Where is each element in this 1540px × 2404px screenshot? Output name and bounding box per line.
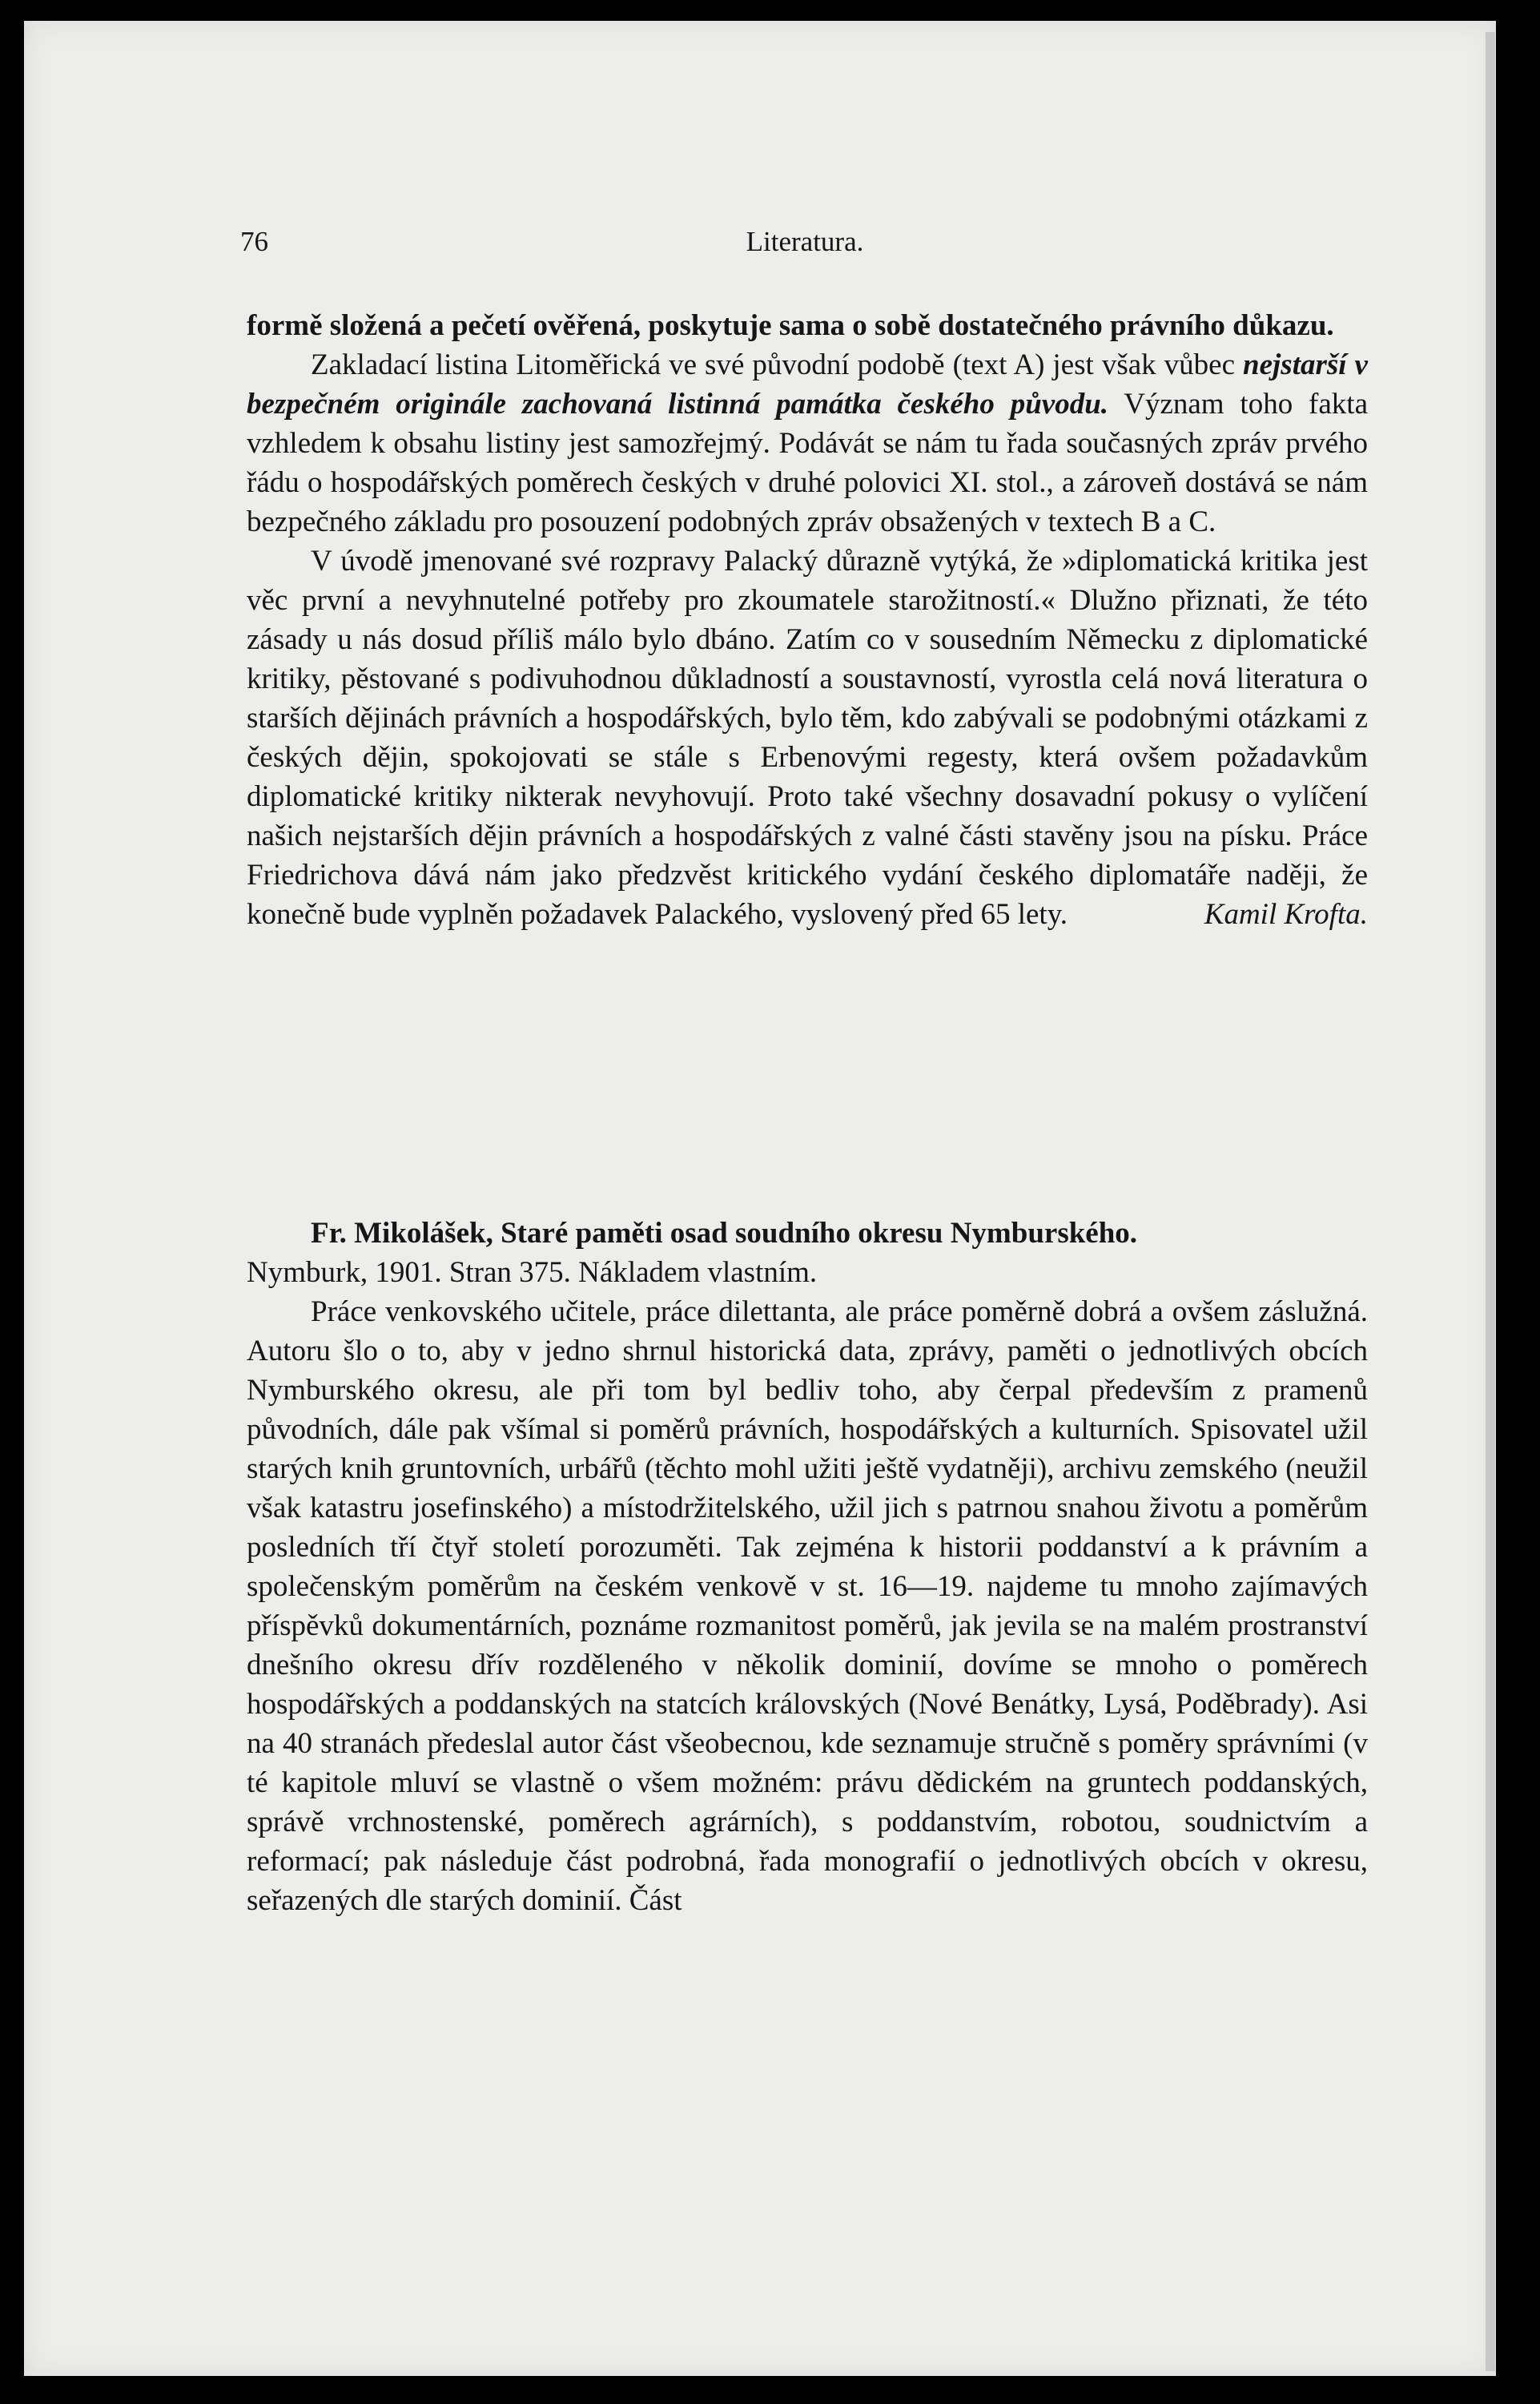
- review-mikolasek: [247, 1214, 1368, 1920]
- review-body: Práce venkovského učitele, práce dilettanta, ale práce poměrně dobrá a ovšem záslužná. Autoru šlo o to, aby v jedno shrnul historická data, zprávy, paměti o jednotlivých obcích Nymburského okresu, ale při tom byl bedliv toho, aby čerpal především z pramenů původních, dále pak všímal si poměrů právních, hospodářských a kulturních. Spisovatel užil starých knih gruntovních, urbářů (těchto mohl užiti ještě vydatněji), archivu zemského (neužil však katastru josefinského) a místodržitelského, užil jich s patrnou snahou životu a poměrům posledních tří čtyř století porozuměti. Tak zejména k historii poddanství a k právním a společenským poměrům na českém venkově v st. 16—19. najdeme tu mnoho zajímavých příspěvků dokumentárních, poznáme rozmanitost poměrů, jak jevila se na malém prostranství dnešního okresu dřív rozděleného v několik dominií, dovíme se mnoho o poměrech hospodářských a poddanských na statcích královských (Nové Benátky, Lysá, Poděbrady). Asi na 40 stranách předeslal autor část všeobecnou, kde seznamuje stručně s poměry správními (v té kapitole mluví se vlastně o všem možném: právu dědickém na gruntech poddanských, správě vrchnostenské, poměrech agrárních), s poddanstvím, robotou, soudnictvím a reformací; pak následuje část podrobná, řada monografií o jednotlivých obcích v okresu, seřazených dle starých dominií. Část: [247, 1295, 1368, 1917]
- review-imprint: Nymburk, 1901. Stran 375. Nákladem vlastním.: [247, 1256, 818, 1289]
- page-edge: [1486, 32, 1495, 2371]
- paragraph-continuation: formě složená a pečetí ověřená, poskytuje sama o sobě dostatečného právního důkazu.: [247, 309, 1334, 342]
- text-run: Zakladací listina Litoměřická ve své původní podobě (text A) jest však vůbec: [311, 348, 1244, 381]
- review-title: Fr. Mikolášek, Staré paměti osad soudního okresu Nymburského.: [311, 1217, 1138, 1250]
- review-krofta: [247, 306, 1368, 934]
- page-header: [240, 226, 1369, 266]
- paragraph-zakladaci-listina: [247, 345, 1368, 542]
- paragraph-palacky: V úvodě jmenované své rozpravy Palacký důrazně vytýká, že »diplomatická kritika jest věc první a nevyhnutelné potřeby pro zkoumatele starožitností.« Dlužno přiznati, že této zásady u nás dosud příliš málo bylo dbáno. Zatím co v sousedním Německu z diplomatické kritiky, pěstované s podivuhodnou důkladností a soustavností, vyrostla celá nová literatura o starších dějinách právních a hospodářských, bylo těm, kdo zabývali se podobnými otázkami z českých dějin, spokojovati se stále s Erbenovými regesty, která ovšem požadavkům diplomatické kritiky nikterak nevyhovují. Proto také všechny dosavadní pokusy o vylíčení našich nejstarších dějin právních a hospodářských z valné části stavěny jsou na písku. Práce Friedrichova dává nám jako předzvěst kritického vydání českého diplomatáře naději, že konečně bude vyplněn požadavek Palackého, vyslovený před 65 lety.: [247, 545, 1368, 931]
- italic-emphasis: nejstarší v bezpečném originále zachovaná listinná památka českého původu.: [247, 348, 1368, 421]
- page-number: 76: [240, 226, 268, 257]
- running-title: Literatura.: [746, 226, 864, 257]
- author-signature: Kamil Krofta.: [1204, 898, 1368, 931]
- text-run: Význam toho fakta vzhledem k obsahu listiny jest samozřejmý. Podávát se nám tu řada současných zpráv prvého řádu o hospodářských poměrech českých v druhé polovici XI. stol., a zároveň dostává se nám bezpečného základu pro posouzení podobných zpráv obsažených v textech B a C.: [247, 388, 1369, 538]
